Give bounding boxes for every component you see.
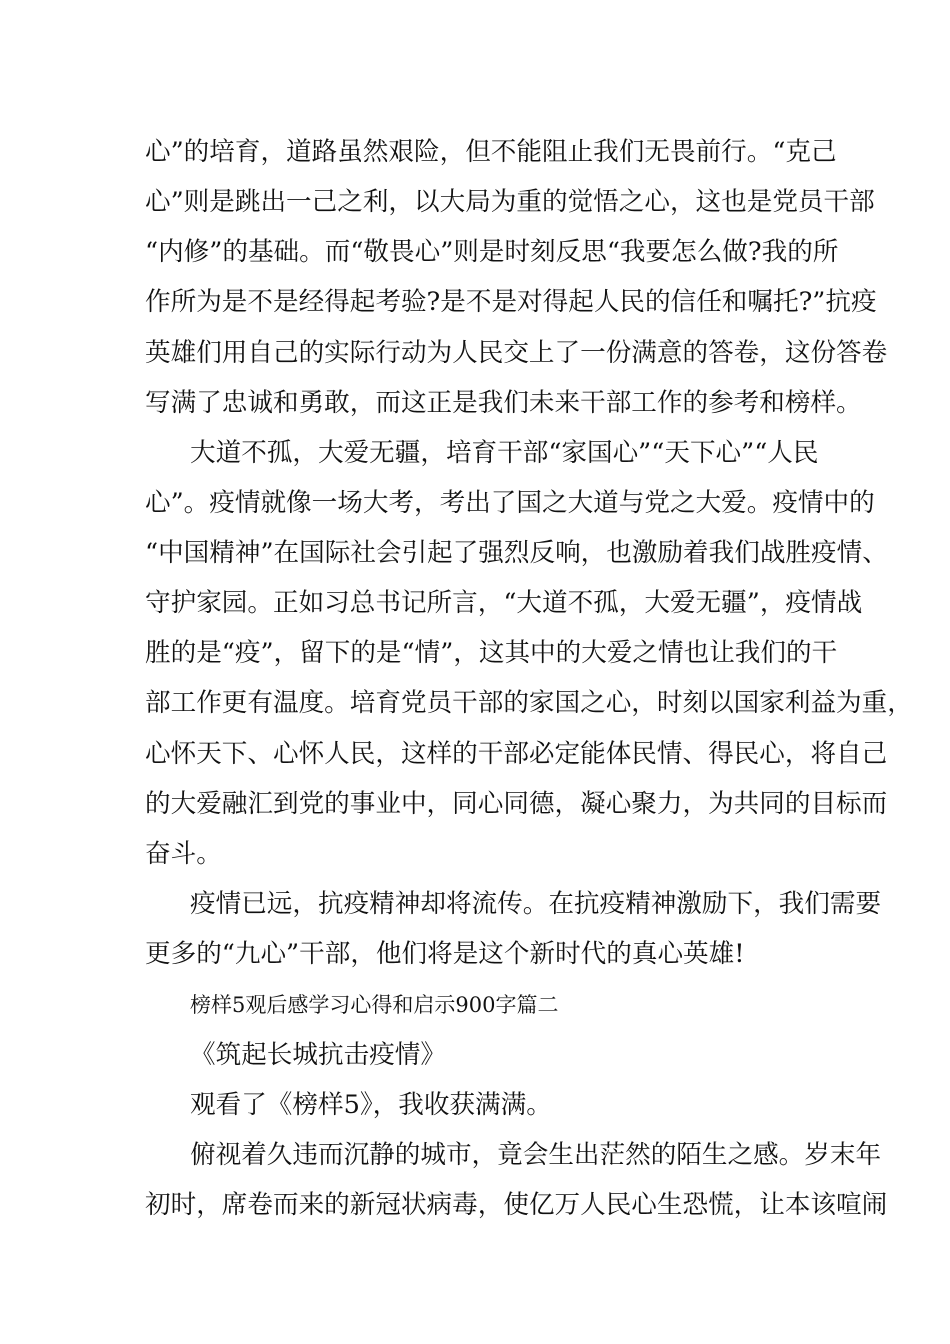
text-line: 胜的是“疫”，留下的是“情”，这其中的大爱之情也让我们的干: [145, 638, 838, 668]
text-line: 更多的“九心”干部，他们将是这个新时代的真心英雄!: [145, 939, 745, 969]
text-line: 守护家园。正如习总书记所言，“大道不孤，大爱无疆”，疫情战: [145, 588, 863, 618]
text-line: 心怀天下、心怀人民，这样的干部必定能体民情、得民心，将自己: [145, 739, 888, 769]
text-line: 心”的培育，道路虽然艰险，但不能阻止我们无畏前行。“克己: [145, 137, 837, 167]
paragraph-first-line: 疫情已远，抗疫精神却将流传。在抗疫精神激励下，我们需要: [190, 889, 882, 919]
text-line: 部工作更有温度。培育党员干部的家国之心，时刻以国家利益为重，: [145, 688, 913, 718]
text-line: “内修”的基础。而“敬畏心”则是时刻反思“我要怎么做?我的所: [145, 237, 839, 267]
paragraph-first-line: 观看了《榜样5》，我收获满满。: [190, 1090, 552, 1120]
paragraph-first-line: 大道不孤，大爱无疆，培育干部“家国心”“天下心”“人民: [190, 438, 819, 468]
text-line: 初时，席卷而来的新冠状病毒，使亿万人民心生恐慌，让本该喧闹: [145, 1190, 888, 1220]
article-title: 《筑起长城抗击疫情》: [190, 1040, 446, 1070]
paragraph-first-line: 俯视着久违而沉静的城市，竟会生出茫然的陌生之感。岁末年: [190, 1140, 882, 1170]
text-line: 心”。疫情就像一场大考，考出了国之大道与党之大爱。疫情中的: [145, 488, 875, 518]
text-line: “中国精神”在国际社会引起了强烈反响，也激励着我们战胜疫情、: [145, 538, 888, 568]
text-line: 的大爱融汇到党的事业中，同心同德，凝心聚力，为共同的目标而: [145, 789, 888, 819]
text-line: 作所为是不是经得起考验?是不是对得起人民的信任和嘱托?”抗疫: [145, 287, 877, 317]
text-line: 心”则是跳出一己之利，以大局为重的觉悟之心，这也是党员干部: [145, 187, 875, 217]
text-line: 写满了忠诚和勇敢，而这正是我们未来干部工作的参考和榜样。: [145, 388, 862, 418]
text-line: 奋斗。: [145, 839, 222, 869]
text-line: 英雄们用自己的实际行动为人民交上了一份满意的答卷，这份答卷: [145, 338, 888, 368]
section-heading: 榜样5观后感学习心得和启示900字篇二: [190, 993, 559, 1017]
